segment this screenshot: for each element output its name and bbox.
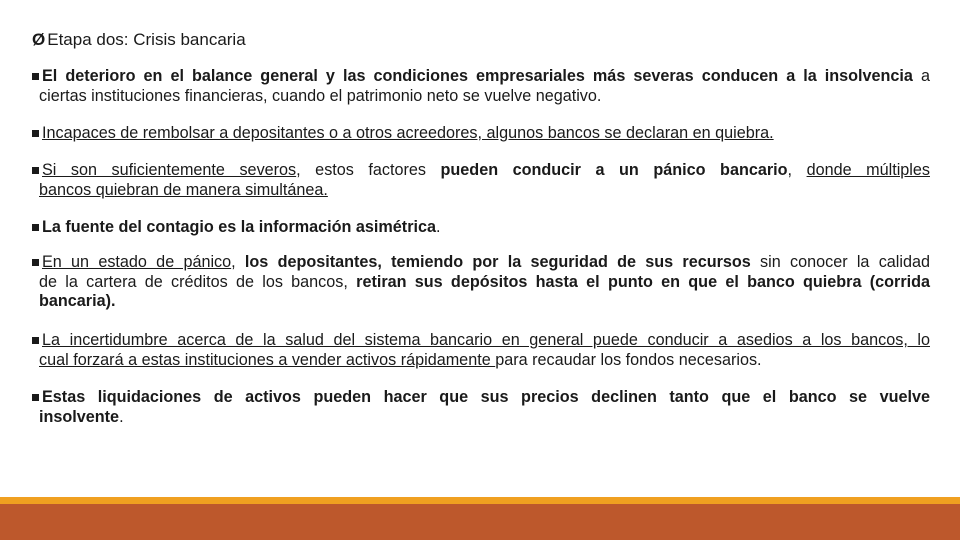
bullet-7: [32, 388, 930, 427]
square-bullet-icon: [32, 73, 39, 80]
square-bullet-icon: [32, 337, 39, 344]
square-bullet-icon: [32, 394, 39, 401]
bullet-1-text-bold: El deterioro en el balance general y las condiciones empresariales más severas conducen a la insolvencia: [42, 67, 913, 85]
slide-title: [32, 29, 246, 51]
bullet-7-text-bold: Estas liquidaciones de activos pueden hacer que sus precios declinen tanto que el banco se vuelve: [42, 388, 930, 406]
bullet-5-text-line2-bold: retiran sus depósitos hasta el punto en que el banco quiebra (corrida: [356, 272, 931, 291]
bullet-6-text-underline: La incertidumbre acerca de la salud del sistema bancario en general puede conducir a asedios a los bancos, lo: [42, 331, 930, 349]
square-bullet-icon: [32, 167, 39, 174]
square-bullet-icon: [32, 259, 39, 266]
bullet-1-text: a: [912, 67, 930, 85]
bullet-3: [32, 161, 930, 200]
slide-title-text: Etapa dos: Crisis bancaria: [47, 30, 246, 49]
bullet-5-text-line2: de la cartera de créditos de los bancos,: [39, 272, 357, 291]
arrow-bullet-icon: Ø: [32, 30, 46, 49]
bullet-3-text: , estos factores: [296, 161, 441, 179]
bullet-5-text-bold: los depositantes, temiendo por la seguridad de sus recursos: [244, 253, 751, 271]
bullet-6-text-line2-underline: cual forzará a estas instituciones a vender activos rápidamente: [39, 350, 496, 369]
bullet-4-text: .: [436, 218, 441, 236]
bullet-1: [32, 67, 930, 106]
bullet-7-text-line2: .: [119, 407, 124, 426]
bullet-3-text-underline: Si son suficientemente severos: [42, 161, 297, 179]
bullet-3-text-line2: bancos quiebran de manera simultánea.: [39, 180, 328, 199]
bullet-6: [32, 331, 930, 370]
bullet-4: [32, 218, 930, 238]
bullet-7-text-line2-bold: insolvente: [39, 407, 120, 426]
bullet-5-text-sep: ,: [231, 253, 245, 271]
square-bullet-icon: [32, 130, 39, 137]
bullet-5: [32, 253, 930, 312]
bullet-6-text-line2: para recaudar los fondos necesarios.: [495, 350, 762, 369]
footer-bar: [0, 504, 960, 540]
bullet-3-text-bold: pueden conducir a un pánico bancario: [440, 161, 788, 179]
bullet-3-text-underline-2: donde múltiples: [806, 161, 930, 179]
bullet-5-text-line3: bancaria).: [39, 292, 116, 310]
bullet-5-text-underline: En un estado de pánico: [42, 253, 232, 271]
bullet-2-text: Incapaces de rembolsar a depositantes o a otros acreedores, algunos bancos se declaran en quiebra.: [42, 124, 774, 142]
bullet-1-text-line2: ciertas instituciones financieras, cuando el patrimonio neto se vuelve negativo.: [39, 86, 602, 105]
footer-accent-bar: [0, 497, 960, 504]
square-bullet-icon: [32, 224, 39, 231]
bullet-2: [32, 124, 930, 144]
bullet-3-text-sep: ,: [787, 161, 807, 179]
bullet-5-text: sin conocer la calidad: [750, 253, 930, 271]
bullet-4-text-bold: La fuente del contagio es la información asimétrica: [42, 218, 437, 236]
